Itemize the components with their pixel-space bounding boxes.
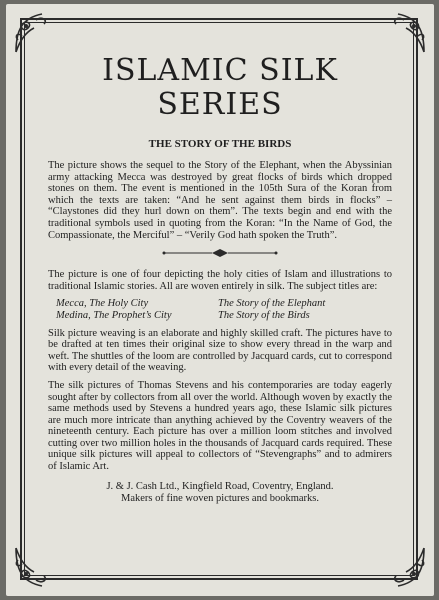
- series-title: ISLAMIC SILK SERIES: [102, 53, 338, 122]
- info-card: [6, 4, 434, 596]
- subject-title: Mecca, The Holy City: [56, 298, 149, 310]
- subject-title: Medina, The Prophet’s City: [56, 309, 172, 321]
- paragraph-craft: Silk picture weaving is an elaborate and highly skilled craft. The pictures have to be drafted at ten times their original size to show every thread in the warp and weft. The shuttles of the loom are controlled by Jacquard cards, cut to correspond with every detail of the weaving.: [48, 327, 392, 374]
- footer-line: Makers of fine woven pictures and bookmarks.: [121, 492, 319, 504]
- paragraph-story: The picture shows the sequel to the Story of the Elephant, when the Abyssinian army attacking Mecca was destroyed by great flocks of birds which dropped stones on them. The event is mentioned in the 105th Sura of the Koran from which the texts are taken: “And he sent against them birds in flocks” – “Claystones did they hurl down on them”. The texts begin and end with the traditional symbols used in quoting from the Koran: “In the Name of God, the Compassionate, the Merciful” – “Verily God hath spoken the Truth”.: [48, 160, 392, 241]
- subject-title: The Story of the Elephant: [218, 298, 326, 310]
- corner-ornament-icon: [382, 544, 428, 590]
- divider-ornament-icon: [160, 247, 280, 259]
- story-subtitle: THE STORY OF THE BIRDS: [148, 138, 292, 150]
- corner-ornament-icon: [12, 544, 58, 590]
- publisher-footer: [48, 481, 392, 505]
- paragraph-series: The picture is one of four depicting the holy cities of Islam and illustrations to traditional Islamic stories. All are woven entirely in silk. The subject titles are:: [48, 269, 392, 292]
- footer-line: J. & J. Cash Ltd., Kingfield Road, Coventry, England.: [106, 480, 334, 492]
- section-divider: [48, 247, 392, 259]
- paragraph-collectors: The silk pictures of Thomas Stevens and his contemporaries are today eagerly sought after by collectors from all over the world. Although woven by exactly the same methods used by Stevens a hundred years ago, these Islamic silk pictures are much more intricate than anything achieved by the Coventry weavers of the nineteenth century. Each picture has over a million loom stitches and involved cutting over two million holes in the thousands of Jacquard cards required. These unique silk pictures will appeal to collectors of “Stevengraphs” and to admirers of Islamic Art.: [48, 379, 392, 473]
- card-content: [48, 48, 392, 505]
- subject-title: The Story of the Birds: [218, 309, 310, 321]
- subject-titles: [56, 298, 392, 321]
